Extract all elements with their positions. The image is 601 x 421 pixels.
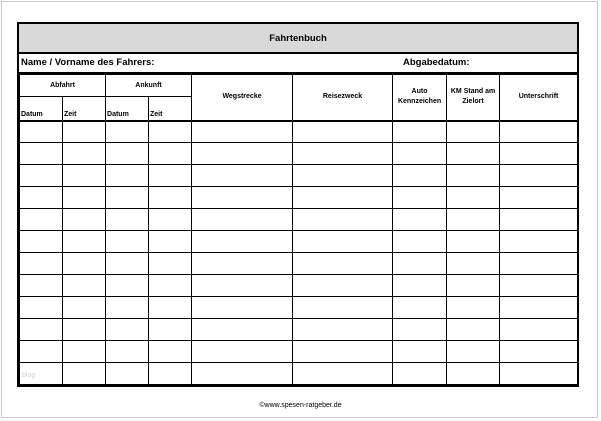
- header-auto-line2: Kennzeichen: [397, 98, 442, 106]
- header-wegstrecke: Wegstrecke: [192, 75, 293, 121]
- entry-cell[interactable]: [106, 275, 149, 297]
- entry-cell[interactable]: [106, 319, 149, 341]
- submission-date-label: Abgabedatum:: [403, 57, 470, 68]
- entry-cell[interactable]: [192, 143, 293, 165]
- entry-cell[interactable]: [106, 341, 149, 363]
- entry-cell[interactable]: [447, 275, 500, 297]
- entry-cell[interactable]: [393, 297, 447, 319]
- driver-info-row: [19, 54, 577, 74]
- entry-cell[interactable]: [192, 275, 293, 297]
- entry-cell[interactable]: [500, 231, 578, 253]
- entry-cell[interactable]: [149, 341, 192, 363]
- entry-cell[interactable]: [500, 253, 578, 275]
- entry-cell[interactable]: [149, 363, 192, 385]
- entry-cell[interactable]: [500, 143, 578, 165]
- entry-cell[interactable]: [393, 165, 447, 187]
- header-reisezweck: Reisezweck: [293, 75, 393, 121]
- entry-cell[interactable]: [293, 253, 393, 275]
- entry-cell[interactable]: [192, 231, 293, 253]
- entry-cell[interactable]: [149, 143, 192, 165]
- entry-cell[interactable]: [293, 209, 393, 231]
- entry-cell[interactable]: [20, 319, 63, 341]
- entry-cell[interactable]: [106, 121, 149, 143]
- table-row: [20, 121, 578, 143]
- header-km-line2: Zielort: [462, 98, 484, 106]
- entry-cell[interactable]: [63, 209, 106, 231]
- table-row: [20, 363, 578, 385]
- entry-cell[interactable]: [106, 165, 149, 187]
- entry-cell[interactable]: [20, 297, 63, 319]
- entry-cell[interactable]: [149, 253, 192, 275]
- entry-cell[interactable]: [393, 121, 447, 143]
- entry-cell[interactable]: [192, 319, 293, 341]
- entry-cell[interactable]: [106, 187, 149, 209]
- entry-cell[interactable]: [393, 231, 447, 253]
- entry-cell[interactable]: [500, 209, 578, 231]
- logbook-form: [17, 22, 579, 387]
- header-ankunft: Ankunft: [106, 75, 192, 97]
- header-auto-line1: Auto: [411, 88, 428, 96]
- entry-cell[interactable]: [393, 187, 447, 209]
- entry-cell[interactable]: [149, 165, 192, 187]
- entry-cell[interactable]: [293, 341, 393, 363]
- form-title: [19, 24, 577, 54]
- entry-cell[interactable]: [149, 275, 192, 297]
- header-km-line1: KM Stand am: [450, 88, 496, 96]
- entry-cell[interactable]: [293, 143, 393, 165]
- entry-cell[interactable]: [500, 341, 578, 363]
- entry-cell[interactable]: [20, 121, 63, 143]
- table-row: [20, 275, 578, 297]
- driver-name-label: Name / Vorname des Fahrers:: [21, 57, 155, 68]
- entry-cell[interactable]: [192, 297, 293, 319]
- header-abfahrt-datum: Datum: [20, 97, 63, 121]
- entry-cell[interactable]: [192, 209, 293, 231]
- entry-cell[interactable]: [447, 231, 500, 253]
- table-row: [20, 143, 578, 165]
- entry-cell[interactable]: [500, 187, 578, 209]
- header-ankunft-datum: Datum: [106, 97, 149, 121]
- table-row: [20, 231, 578, 253]
- entry-cell[interactable]: [20, 275, 63, 297]
- entry-cell[interactable]: [293, 319, 393, 341]
- entry-cell[interactable]: [447, 363, 500, 385]
- logbook-table: [19, 74, 578, 385]
- entry-cell[interactable]: [293, 187, 393, 209]
- entry-cell[interactable]: [106, 231, 149, 253]
- entry-cell[interactable]: [293, 275, 393, 297]
- table-row: [20, 341, 578, 363]
- entry-cell[interactable]: [447, 319, 500, 341]
- table-row: [20, 253, 578, 275]
- entry-cell[interactable]: [106, 363, 149, 385]
- entry-cell[interactable]: [20, 143, 63, 165]
- entry-cell[interactable]: [63, 363, 106, 385]
- form-title-text: Fahrtenbuch: [269, 32, 327, 44]
- table-row: [20, 187, 578, 209]
- entry-cell[interactable]: [20, 253, 63, 275]
- entry-cell[interactable]: [447, 209, 500, 231]
- header-ankunft-zeit: Zeit: [149, 97, 192, 121]
- entry-cell[interactable]: [63, 253, 106, 275]
- footer-copyright: ©www.spesen-ratgeber.de: [259, 402, 342, 409]
- watermark: blog: [22, 372, 36, 379]
- entry-cell[interactable]: [20, 231, 63, 253]
- entry-cell[interactable]: [63, 341, 106, 363]
- entry-cell[interactable]: [20, 341, 63, 363]
- entry-cell[interactable]: [500, 363, 578, 385]
- entry-cell[interactable]: [192, 165, 293, 187]
- entry-cell[interactable]: [393, 319, 447, 341]
- entry-cell[interactable]: [447, 187, 500, 209]
- entry-cell[interactable]: [20, 209, 63, 231]
- logbook-rows: [20, 121, 578, 385]
- table-row: [20, 319, 578, 341]
- entry-cell[interactable]: [393, 275, 447, 297]
- table-row: [20, 297, 578, 319]
- entry-cell[interactable]: [20, 165, 63, 187]
- entry-cell[interactable]: [192, 187, 293, 209]
- entry-cell[interactable]: [447, 341, 500, 363]
- entry-cell[interactable]: [293, 363, 393, 385]
- entry-cell[interactable]: [63, 275, 106, 297]
- entry-cell[interactable]: [63, 143, 106, 165]
- entry-cell[interactable]: [192, 253, 293, 275]
- entry-cell[interactable]: [447, 297, 500, 319]
- entry-cell[interactable]: [63, 187, 106, 209]
- entry-cell[interactable]: [149, 319, 192, 341]
- entry-cell[interactable]: [63, 165, 106, 187]
- entry-cell[interactable]: [63, 121, 106, 143]
- entry-cell[interactable]: [149, 187, 192, 209]
- entry-cell[interactable]: [149, 231, 192, 253]
- entry-cell[interactable]: [293, 165, 393, 187]
- entry-cell[interactable]: [447, 165, 500, 187]
- entry-cell[interactable]: [192, 121, 293, 143]
- entry-cell[interactable]: [500, 275, 578, 297]
- entry-cell[interactable]: [106, 297, 149, 319]
- entry-cell[interactable]: [447, 121, 500, 143]
- entry-cell[interactable]: [149, 121, 192, 143]
- entry-cell[interactable]: [500, 297, 578, 319]
- entry-cell[interactable]: [63, 297, 106, 319]
- entry-cell[interactable]: [293, 231, 393, 253]
- entry-cell[interactable]: [293, 121, 393, 143]
- entry-cell[interactable]: [393, 143, 447, 165]
- entry-cell[interactable]: [393, 209, 447, 231]
- table-row: [20, 209, 578, 231]
- entry-cell[interactable]: [149, 297, 192, 319]
- entry-cell[interactable]: [63, 319, 106, 341]
- entry-cell[interactable]: [192, 341, 293, 363]
- entry-cell[interactable]: [447, 143, 500, 165]
- entry-cell[interactable]: [293, 297, 393, 319]
- header-auto-kennzeichen: [393, 75, 447, 121]
- entry-cell[interactable]: [149, 209, 192, 231]
- header-unterschrift: Unterschrift: [500, 75, 578, 121]
- entry-cell[interactable]: [500, 165, 578, 187]
- entry-cell[interactable]: [106, 253, 149, 275]
- entry-cell[interactable]: [447, 253, 500, 275]
- entry-cell[interactable]: [106, 209, 149, 231]
- entry-cell[interactable]: [500, 121, 578, 143]
- entry-cell[interactable]: [63, 231, 106, 253]
- entry-cell[interactable]: [393, 253, 447, 275]
- entry-cell[interactable]: [500, 319, 578, 341]
- entry-cell[interactable]: [393, 341, 447, 363]
- table-row: [20, 165, 578, 187]
- header-abfahrt-zeit: Zeit: [63, 97, 106, 121]
- entry-cell[interactable]: [393, 363, 447, 385]
- entry-cell[interactable]: [20, 187, 63, 209]
- header-abfahrt: Abfahrt: [20, 75, 106, 97]
- entry-cell[interactable]: [106, 143, 149, 165]
- header-km-stand: [447, 75, 500, 121]
- entry-cell[interactable]: [192, 363, 293, 385]
